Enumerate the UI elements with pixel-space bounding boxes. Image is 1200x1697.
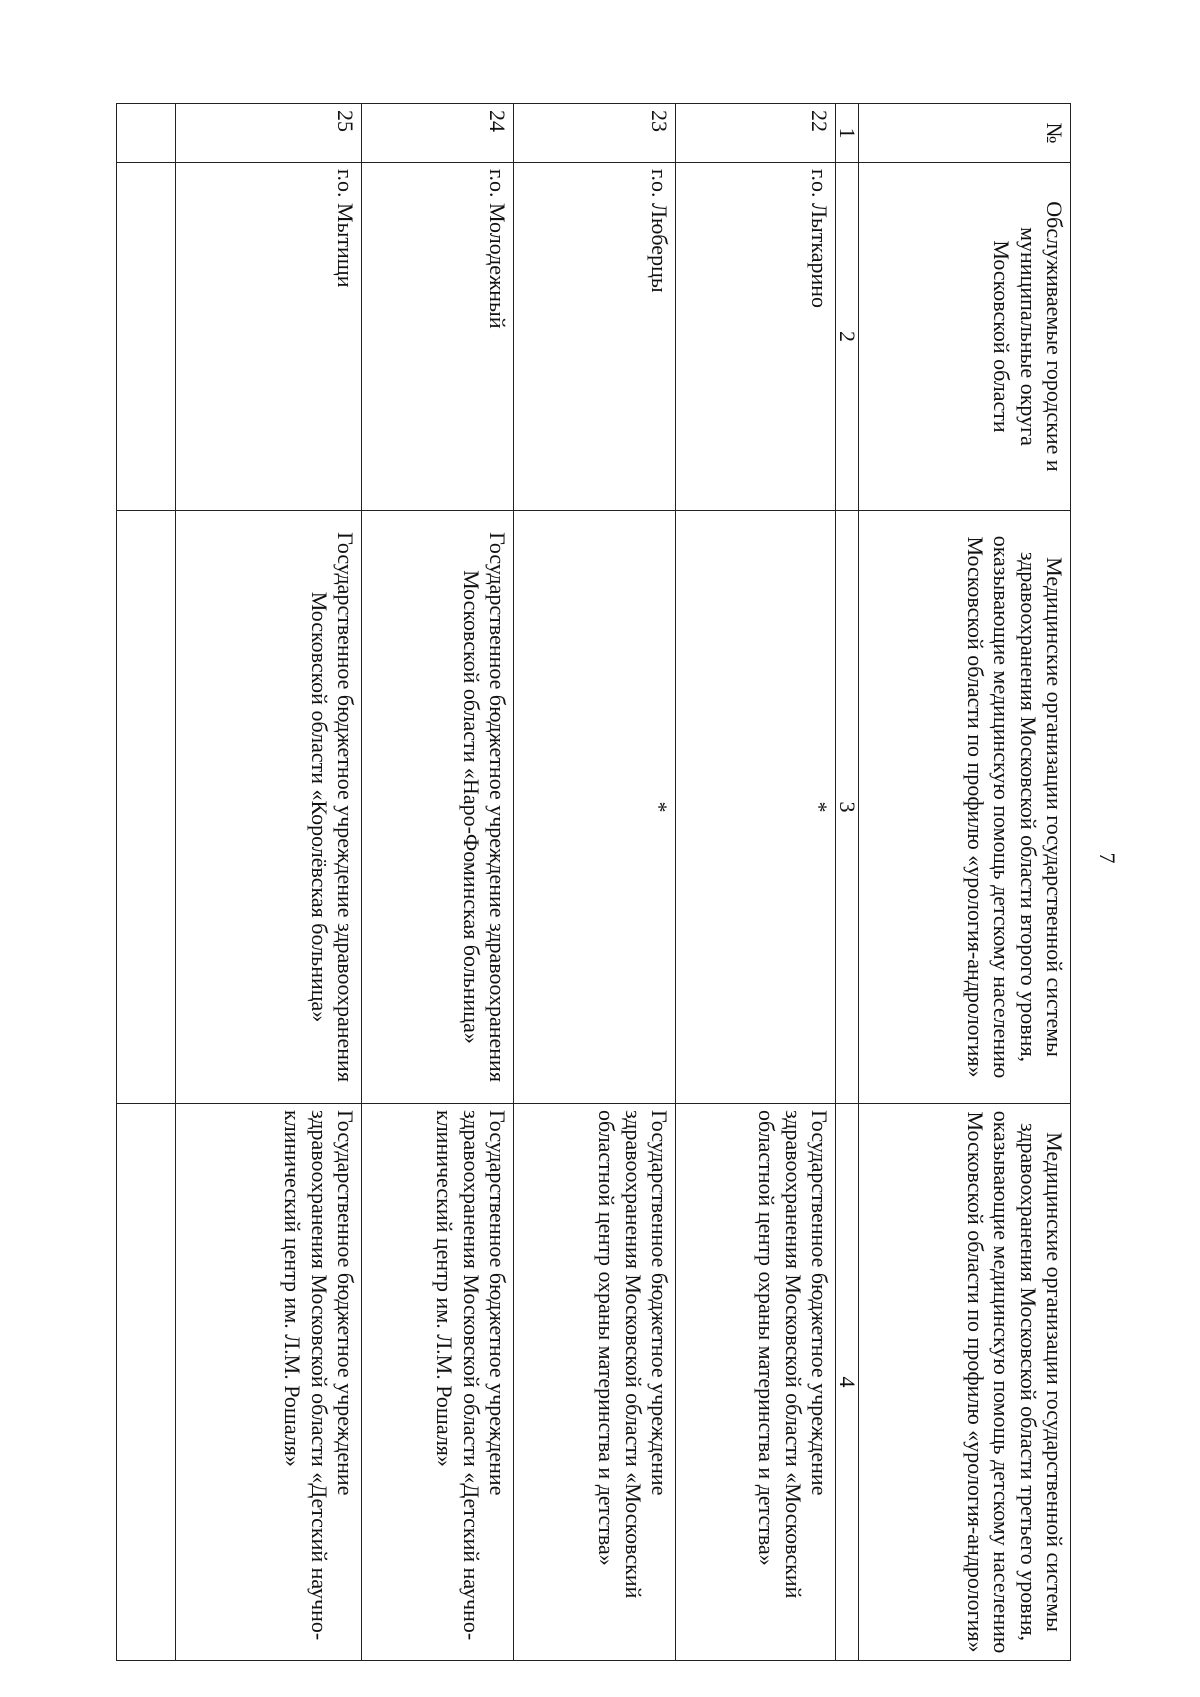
table-row bbox=[176, 104, 362, 1661]
row-level2-organization: * bbox=[514, 511, 676, 1104]
row-level2-organization: Государственное бюджетное учреждение здравоохранения Московской области «Наро-Фоминская больница» bbox=[362, 511, 514, 1104]
rotated-table-container bbox=[118, 103, 1071, 1654]
table-row bbox=[676, 104, 836, 1661]
empty-cell bbox=[117, 104, 176, 163]
empty-cell bbox=[117, 163, 176, 511]
column-number-4: 4 bbox=[836, 1104, 859, 1661]
organizations-table bbox=[116, 103, 1071, 1661]
column-number-3: 3 bbox=[836, 511, 859, 1104]
column-number-1: 1 bbox=[836, 104, 859, 163]
table-row-empty bbox=[117, 104, 176, 1661]
row-district: г.о. Лыткарино bbox=[676, 163, 836, 511]
row-level3-organization: Государственное бюджетное учреждение здравоохранения Московской области «Московский областной центр охраны материнства и детства» bbox=[514, 1104, 676, 1661]
column-number-2: 2 bbox=[836, 163, 859, 511]
empty-cell bbox=[117, 1104, 176, 1661]
header-districts: Обслуживаемые городские и муниципальные округа Московской области bbox=[859, 163, 1071, 511]
row-number: 23 bbox=[514, 104, 676, 163]
row-number: 25 bbox=[176, 104, 362, 163]
table-row bbox=[514, 104, 676, 1661]
column-numbers-row bbox=[836, 104, 859, 1661]
header-level3-organizations: Медицинские организации государственной системы здравоохранения Московской области третьего уровня, оказывающие медицинскую помощь детскому населению Московской области по профилю «урология-андрология» bbox=[859, 1104, 1071, 1661]
row-number: 22 bbox=[676, 104, 836, 163]
row-level2-organization: * bbox=[676, 511, 836, 1104]
table-header-row bbox=[859, 104, 1071, 1661]
header-number: № bbox=[859, 104, 1071, 163]
row-district: г.о. Люберцы bbox=[514, 163, 676, 511]
row-district: г.о. Молодежный bbox=[362, 163, 514, 511]
table-wrapper bbox=[118, 103, 1071, 1654]
header-level2-organizations: Медицинские организации государственной системы здравоохранения Московской области второго уровня, оказывающие медицинскую помощь детскому населению Московской области по профилю «урология-андрология» bbox=[859, 511, 1071, 1104]
table-row bbox=[362, 104, 514, 1661]
row-district: г.о. Мытищи bbox=[176, 163, 362, 511]
row-number: 24 bbox=[362, 104, 514, 163]
row-level2-organization: Государственное бюджетное учреждение здравоохранения Московской области «Королёвская больница» bbox=[176, 511, 362, 1104]
page-number: 7 bbox=[1095, 852, 1120, 864]
empty-cell bbox=[117, 511, 176, 1104]
row-level3-organization: Государственное бюджетное учреждение здравоохранения Московской области «Детский научно-клинический центр им. Л.М. Рошаля» bbox=[362, 1104, 514, 1661]
row-level3-organization: Государственное бюджетное учреждение здравоохранения Московской области «Московский областной центр охраны материнства и детства» bbox=[676, 1104, 836, 1661]
row-level3-organization: Государственное бюджетное учреждение здравоохранения Московской области «Детский научно-клинический центр им. Л.М. Рошаля» bbox=[176, 1104, 362, 1661]
